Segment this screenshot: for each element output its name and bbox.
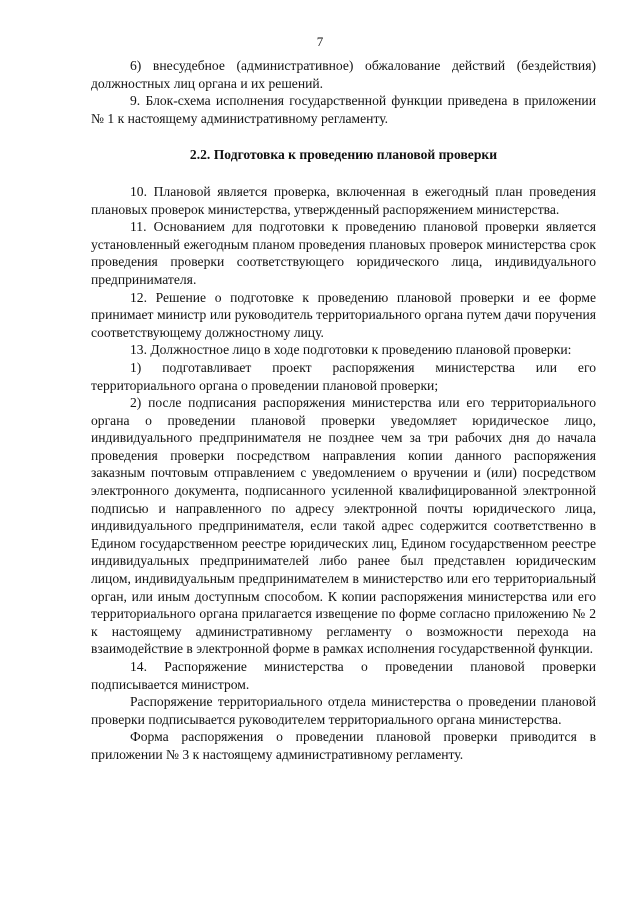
paragraph-13: 13. Должностное лицо в ходе подготовки к проведению плановой проверки: <box>130 342 572 358</box>
paragraph-11: 11. Основанием для подготовки к проведению плановой проверки является установленный ежегодным планом проведения плановых проверок министерства срок проведения проверки соответствующего юридического лица, индивидуального предпринимателя. <box>91 219 596 287</box>
paragraph-appeal-item: 6) внесудебное (административное) обжалование действий (бездействия) должностных лиц органа и их решений. <box>91 58 596 91</box>
section-heading: 2.2. Подготовка к проведению плановой проверки <box>189 147 498 163</box>
paragraph-order-form: Форма распоряжения о проведении плановой проверки приводится в приложении № 3 к настоящему административному регламенту. <box>91 729 596 762</box>
paragraph-10: 10. Плановой является проверка, включенная в ежегодный план проведения плановых проверок министерства, утвержденный распоряжением министерства. <box>91 183 596 217</box>
paragraph-13-item-1: 1) подготавливает проект распоряжения министерства или его территориального органа о проведении плановой проверки; <box>91 359 596 393</box>
paragraph-13-item-2: 2) после подписания распоряжения министерства или его территориального органа о проведении плановой проверки уведомляет юридическое лицо, индивидуального предпринимателя не позднее чем за три рабочих дня до начала проведения проверки посредством направления копии данного распоряжения заказным почтовым отправлением с уведомлением о вручении и (или) посредством электронного документа, подписанного усиленной квалифицированной электронной подписью и направленного по адресу электронной почты юридического лица, индивидуального предпринимателя, если такой адрес содержится соответственно в Едином государственном реестре юридических лиц, Едином государственном реестре индивидуальных предпринимателей либо ранее был представлен юридическим лицом, индивидуальным предпринимателем в министерство или его территориальный орган, или иным доступным способом. К копии распоряжения министерства или его территориального органа прилагается извещение по форме согласно приложению № 2 к настоящему административному регламенту о возможности перехода на взаимодействие в электронной форме в рамках исполнения государственной функции. <box>91 395 596 657</box>
paragraph-14: 14. Распоряжение министерства о проведении плановой проверки подписывается министром. <box>91 659 596 692</box>
document-body <box>91 57 596 764</box>
page-number: 7 <box>316 34 324 49</box>
paragraph-9: 9. Блок-схема исполнения государственной функции приведена в приложении № 1 к настоящему административному регламенту. <box>91 93 596 126</box>
paragraph-territorial-order: Распоряжение территориального отдела министерства о проведении плановой проверки подписывается руководителем территориального органа министерства. <box>91 694 596 727</box>
paragraph-12: 12. Решение о подготовке к проведению плановой проверки и ее форме принимает министр или руководитель территориального органа путем дачи поручения соответствующему должностному лицу. <box>91 289 596 340</box>
